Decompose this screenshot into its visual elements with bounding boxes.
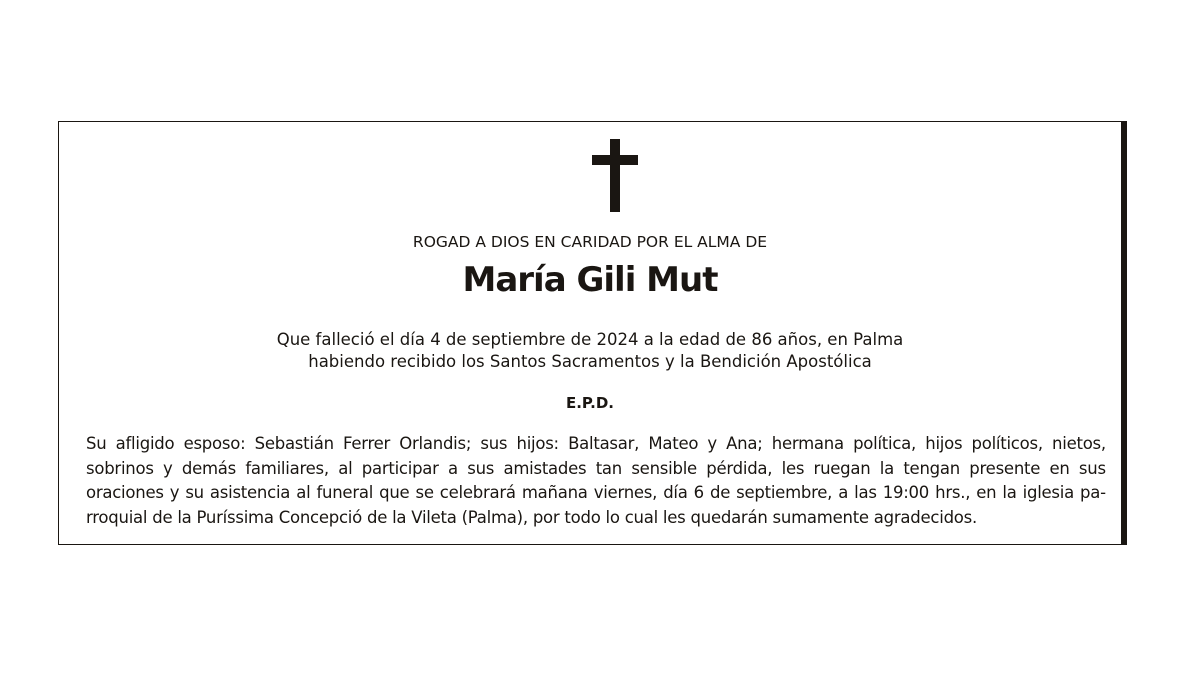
prayer-heading: ROGAD A DIOS EN CARIDAD POR EL ALMA DE bbox=[412, 233, 768, 251]
cross-vertical-bar bbox=[610, 139, 620, 212]
family-message-line-2: sobrinos y demás familiares, al participar a sus amistades tan sensible pérdida, les ruegan la tengan presente en sus bbox=[86, 458, 1106, 478]
cross-icon bbox=[592, 139, 638, 212]
epd-label: E.P.D. bbox=[565, 394, 615, 412]
obituary-notice bbox=[58, 121, 1127, 545]
death-info-line-2: habiendo recibido los Santos Sacramentos y la Bendición Apostólica bbox=[308, 352, 872, 371]
death-info-line-1: Que falleció el día 4 de septiembre de 2024 a la edad de 86 años, en Palma bbox=[276, 330, 904, 349]
family-message bbox=[86, 432, 1106, 530]
family-message-line-4: rroquial de la Puríssima Concepció de la Vileta (Palma), por todo lo cual les quedarán sumamente agradecidos. bbox=[86, 507, 977, 527]
deceased-name: María Gili Mut bbox=[462, 260, 718, 300]
family-message-line-3: oraciones y su asistencia al funeral que se celebrará mañana viernes, día 6 de septiembre, a las 19:00 hrs., en la iglesia pa- bbox=[86, 483, 1106, 502]
family-message-line-1: Su afligido esposo: Sebastián Ferrer Orlandis; sus hijos: Baltasar, Mateo y Ana; hermana política, hijos políticos, nietos, bbox=[86, 434, 1106, 453]
cross-horizontal-bar bbox=[592, 155, 638, 165]
